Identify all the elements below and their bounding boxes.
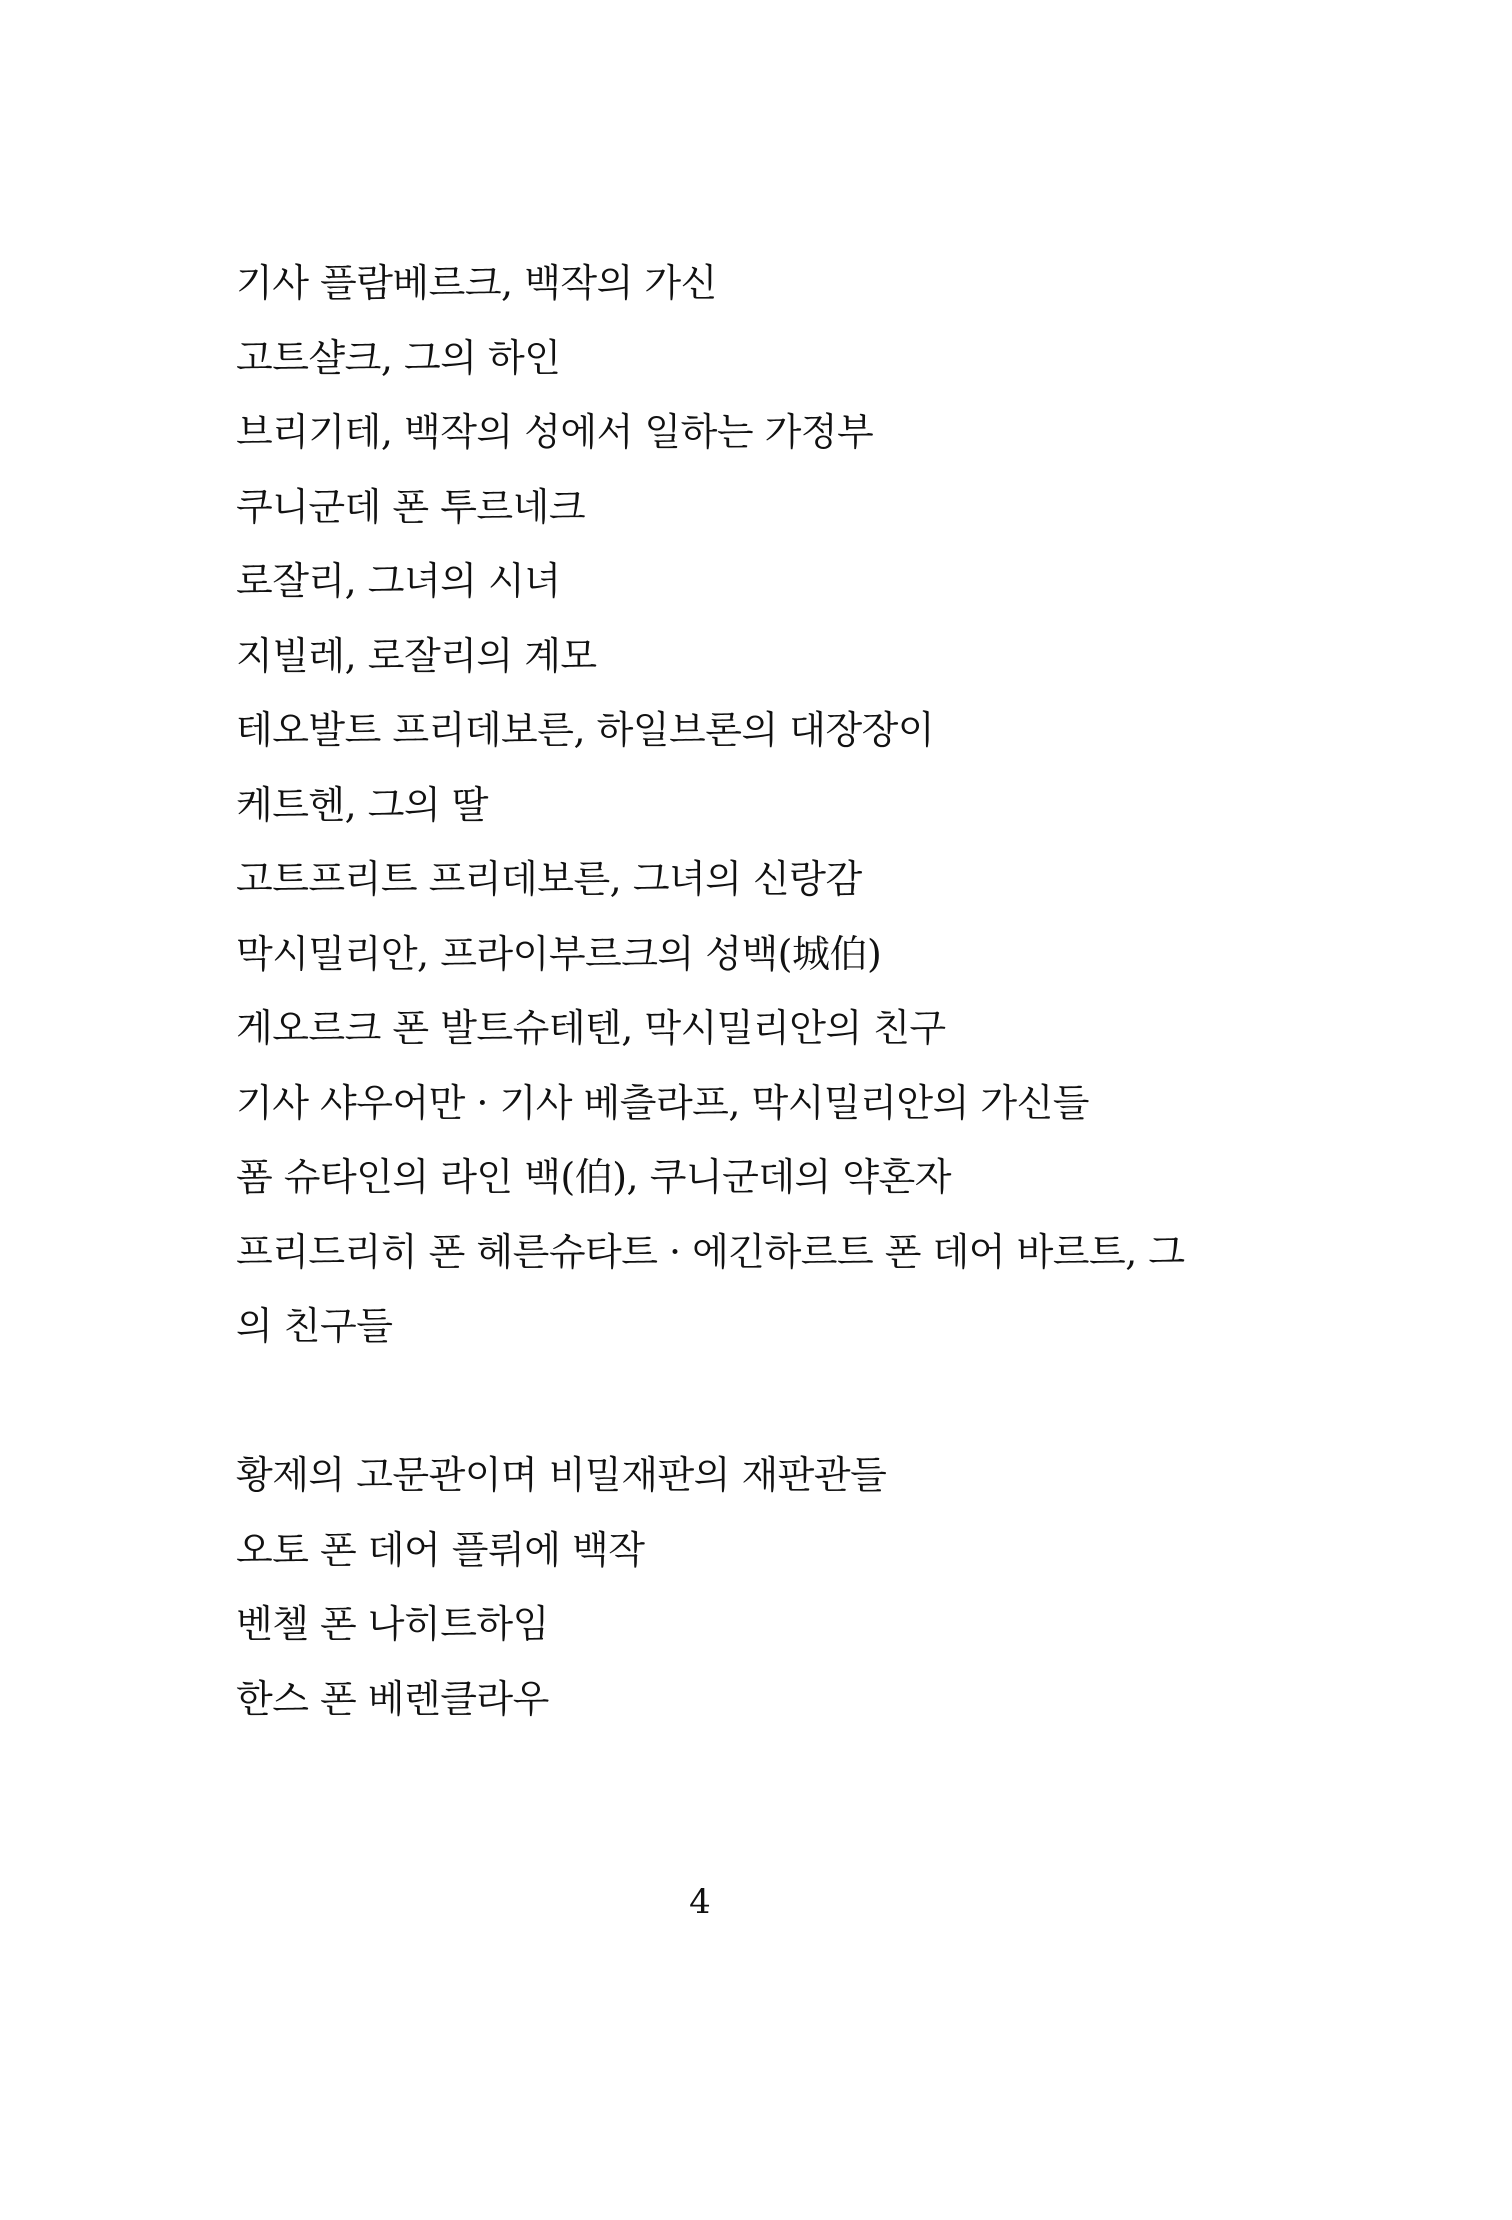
judges-line: 황제의 고문관이며 비밀재판의 재판관들: [236, 1453, 887, 1497]
cast-line: 고트프리트 프리데보른, 그녀의 신랑감: [236, 857, 862, 901]
cast-line: 로잘리, 그녀의 시녀: [236, 559, 561, 603]
cast-line: 기사 플람베르크, 백작의 가신: [236, 261, 717, 305]
cast-line: 게오르크 폰 발트슈테텐, 막시밀리안의 친구: [236, 1006, 946, 1050]
cast-line: 고트샬크, 그의 하인: [236, 335, 561, 380]
cast-line: 케트헨, 그의 딸: [236, 782, 488, 827]
cast-line: 쿠니군데 폰 투르네크: [236, 484, 586, 529]
cast-line: 막시밀리안, 프라이부르크의 성백(城伯): [236, 931, 882, 976]
judges-line: 오토 폰 데어 플뤼에 백작: [236, 1527, 645, 1572]
cast-line: 의 친구들: [236, 1304, 393, 1348]
judges-list: [236, 1438, 1236, 1736]
cast-line: 브리기테, 백작의 성에서 일하는 가정부: [236, 410, 874, 454]
cast-line: 폼 슈타인의 라인 백(伯), 쿠니군데의 약혼자: [236, 1155, 951, 1199]
page-number: 4: [689, 1882, 711, 1922]
cast-line: 지빌레, 로잘리의 계모: [236, 633, 597, 678]
judges-line: 한스 폰 베렌클라우: [236, 1676, 549, 1721]
cast-list: [236, 246, 1236, 1364]
cast-line: 기사 샤우어만 · 기사 베츨라프, 막시밀리안의 가신들: [236, 1080, 1090, 1125]
judges-line: 벤첼 폰 나히트하임: [236, 1602, 549, 1646]
cast-line: 프리드리히 폰 헤른슈타트 · 에긴하르트 폰 데어 바르트, 그: [236, 1229, 1185, 1274]
cast-line: 테오발트 프리데보른, 하일브론의 대장장이: [236, 708, 935, 752]
